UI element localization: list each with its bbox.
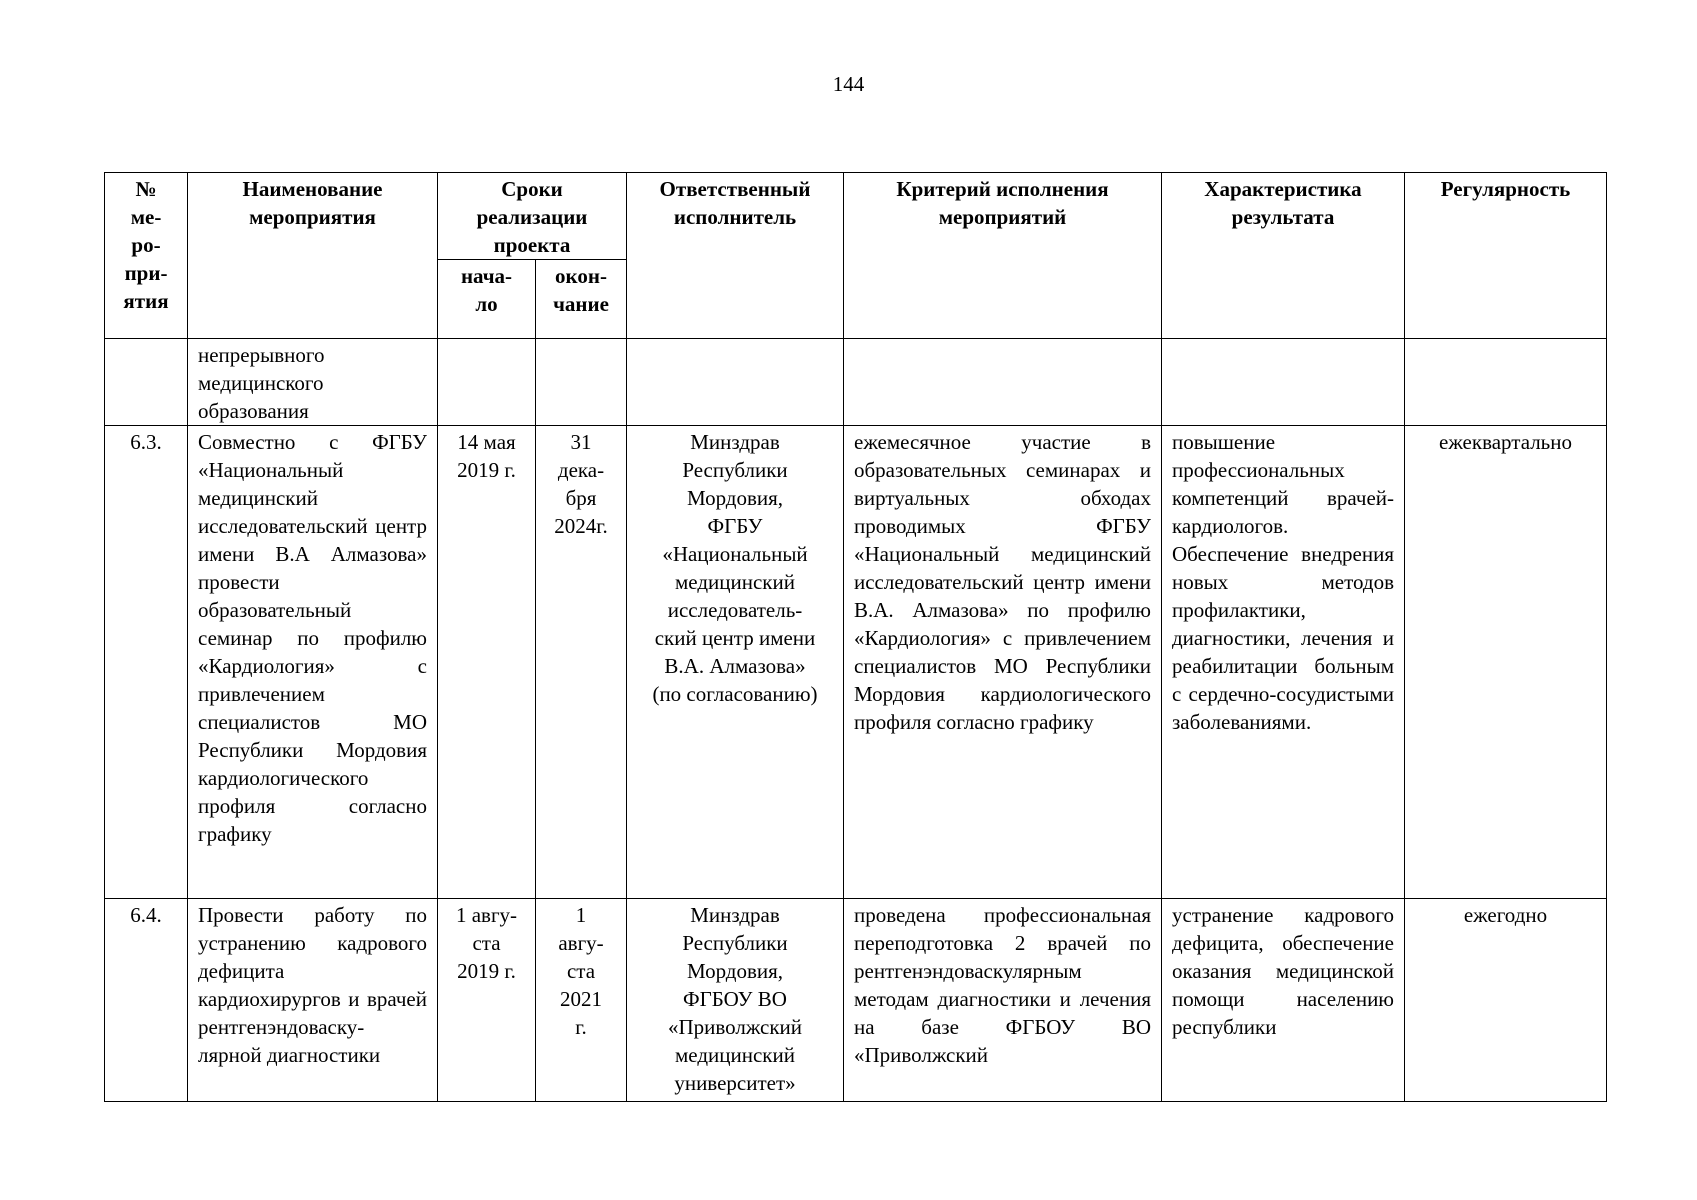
cell-number: [105, 339, 188, 426]
cell-event-name: непрерывного медицинского образования: [188, 339, 438, 426]
table-row: [105, 426, 1607, 899]
table-row: [105, 899, 1607, 1102]
header-event-name: Наименование мероприятия: [188, 173, 438, 339]
cell-regularity: [1405, 339, 1607, 426]
header-result: Характеристика результата: [1162, 173, 1405, 339]
header-regularity: Регулярность: [1405, 173, 1607, 339]
cell-responsible: [627, 339, 844, 426]
header-criterion: Критерий исполнения мероприятий: [844, 173, 1162, 339]
cell-result: [1162, 339, 1405, 426]
table-row: [105, 339, 1607, 426]
cell-end: [536, 339, 627, 426]
cell-regularity: ежеквартально: [1405, 426, 1607, 899]
cell-event-name: Провести работу по устранению кадрового дефицита кардиохирургов и врачей рентгенэндоваску-лярной диагностики: [188, 899, 438, 1102]
cell-start: 1 авгу- ста 2019 г.: [438, 899, 536, 1102]
page-number: 144: [832, 72, 865, 96]
table-header-row: [105, 173, 1607, 260]
header-end: окон- чание: [536, 260, 627, 339]
cell-criterion: проведена профессиональная переподготовка 2 врачей по рентгенэндоваскулярным методам диагностики и лечения на базе ФГБОУ ВО «Приволжский: [844, 899, 1162, 1102]
cell-event-name: Совместно с ФГБУ «Национальный медицинский исследовательский центр имени В.А Алмазова» провести образовательный семинар по профилю «Кардиология» с привлечением специалистов МО Республики Мордовия кардиологического профиля согласно графику: [188, 426, 438, 899]
cell-number: 6.4.: [105, 899, 188, 1102]
cell-start: 14 мая 2019 г.: [438, 426, 536, 899]
cell-end: 1 авгу- ста 2021 г.: [536, 899, 627, 1102]
cell-responsible: Минздрав Республики Мордовия, ФГБУ «Национальный медицинский исследователь- ский центр имени В.А. Алмазова» (по согласованию): [627, 426, 844, 899]
header-responsible: Ответственный исполнитель: [627, 173, 844, 339]
cell-result: повышение профессиональных компетенций врачей-кардиологов. Обеспечение внедрения новых методов профилактики, диагностики, лечения и реабилитации больным с сердечно-сосудистыми заболеваниями.: [1162, 426, 1405, 899]
header-terms: Сроки реализации проекта: [438, 173, 627, 260]
cell-criterion: [844, 339, 1162, 426]
cell-end: 31 дека- бря 2024г.: [536, 426, 627, 899]
cell-responsible: Минздрав Республики Мордовия, ФГБОУ ВО «Приволжский медицинский университет»: [627, 899, 844, 1102]
header-start: нача- ло: [438, 260, 536, 339]
cell-criterion: ежемесячное участие в образовательных семинарах и виртуальных обходах проводимых ФГБУ «Национальный медицинский исследовательский центр имени В.А. Алмазова» по профилю «Кардиология» с привлечением специалистов МО Республики Мордовия кардиологического профиля согласно графику: [844, 426, 1162, 899]
cell-start: [438, 339, 536, 426]
cell-result: устранение кадрового дефицита, обеспечение оказания медицинской помощи населению республики: [1162, 899, 1405, 1102]
cell-regularity: ежегодно: [1405, 899, 1607, 1102]
header-number: № ме- ро- при- ятия: [105, 173, 188, 339]
cell-number: 6.3.: [105, 426, 188, 899]
events-table: [104, 172, 1607, 1102]
